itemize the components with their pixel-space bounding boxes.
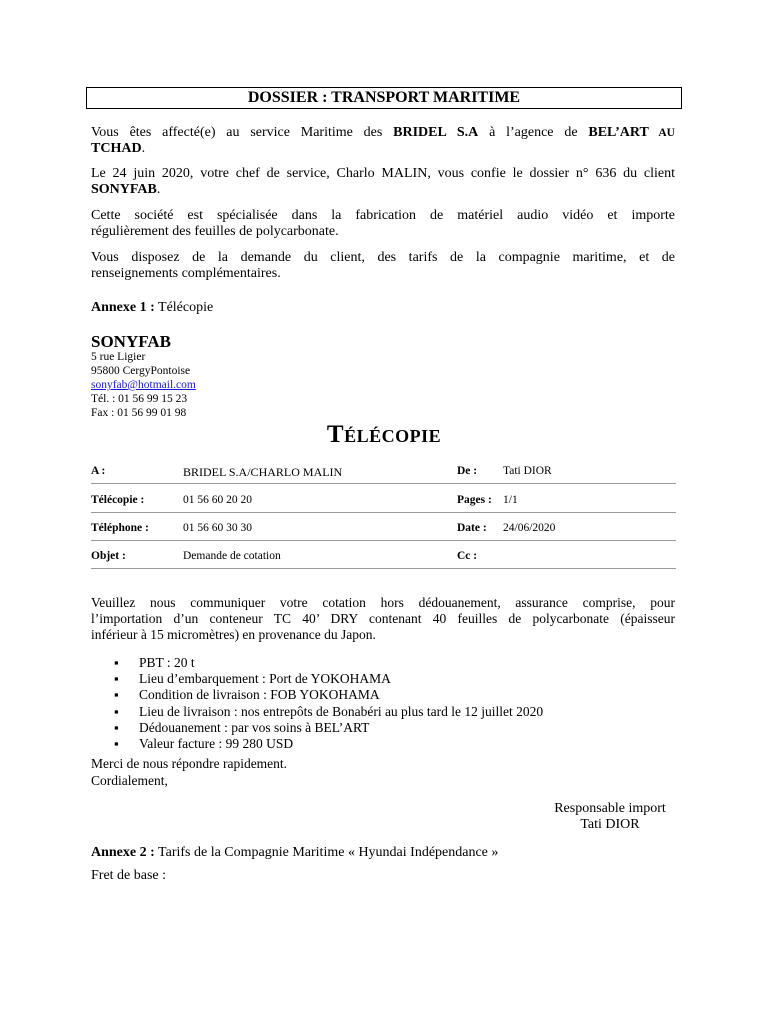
fax-to-value: BRIDEL S.A/CHARLO MALIN xyxy=(183,465,343,479)
fax-body-line-2: l’importation d’un conteneur TC 40’ DRY contenant 40 feuilles de polycarbonate (épaisseur xyxy=(91,611,675,626)
fax-title xyxy=(0,421,768,449)
annex-2-text: Tarifs de la Compagnie Maritime « Hyundai Indépendance » xyxy=(154,845,499,860)
intro-p1-line-1 xyxy=(91,125,675,141)
list-item: ▪ Lieu de livraison : nos entrepôts de Bonabéri au plus tard le 12 juillet 2020 xyxy=(114,704,543,720)
list-item: ▪ PBT : 20 t xyxy=(114,655,543,671)
intro-p3-line-1: Cette société est spécialisée dans la fabrication de matériel audio vidéo et importe xyxy=(91,208,675,223)
company-bridel: BRIDEL S.A xyxy=(393,125,479,140)
fax-pages-value: 1/1 xyxy=(503,494,518,506)
fax-date-value: 24/06/2020 xyxy=(503,522,556,534)
list-item: ▪ Condition de livraison : FOB YOKOHAMA xyxy=(114,687,543,703)
intro-p2-line-2 xyxy=(91,182,675,198)
intro-paragraph-2 xyxy=(91,166,675,198)
intro-p3-line-2: régulièrement des feuilles de polycarbonate. xyxy=(91,224,339,239)
fax-phone-label: Téléphone : xyxy=(91,522,149,534)
fax-header-row xyxy=(91,520,676,541)
closing-line-2: Cordialement, xyxy=(91,773,168,788)
country-tchad: TCHAD xyxy=(91,141,142,156)
list-item: ▪ Dédouanement : par vos soins à BEL’ART xyxy=(114,720,543,736)
fax-title-rest: ÉLÉCOPIE xyxy=(344,426,442,446)
sender-street: 5 rue Ligier xyxy=(91,351,146,363)
document-title: DOSSIER : TRANSPORT MARITIME xyxy=(86,87,682,109)
fret-de-base-label: Fret de base : xyxy=(91,868,167,883)
sender-fax: Fax : 01 56 99 01 98 xyxy=(91,407,187,419)
fax-date-label: Date : xyxy=(457,522,487,534)
intro-p1-line-2 xyxy=(91,141,675,157)
signature-block xyxy=(530,801,690,833)
annex-2-label: Annexe 2 : xyxy=(91,845,155,860)
fax-body-line-1: Veuillez nous communiquer votre cotation hors dédouanement, assurance comprise, pour xyxy=(91,595,675,610)
fax-body-line-3: inférieur à 15 micromètres) en provenance du Japon. xyxy=(91,627,376,642)
intro-p2-line-1: Le 24 juin 2020, votre chef de service, Charlo MALIN, vous confie le dossier n° 636 du client xyxy=(91,166,675,181)
p2-period: . xyxy=(156,182,161,197)
sender-address-block xyxy=(91,350,196,420)
sender-company-name: SONYFAB xyxy=(91,332,171,351)
list-item: ▪ Lieu d’embarquement : Port de YOKOHAMA xyxy=(114,671,543,687)
p1-text-au: AU xyxy=(648,127,675,139)
fax-title-initial: T xyxy=(326,421,345,448)
client-sonyfab: SONYFAB xyxy=(91,182,157,197)
sender-email-link[interactable]: sonyfab@hotmail.com xyxy=(91,379,196,391)
annex-1-label: Annexe 1 : xyxy=(91,300,155,315)
closing-line-1: Merci de nous répondre rapidement. xyxy=(91,756,288,771)
fax-from-label: De : xyxy=(457,465,478,477)
intro-paragraph-3 xyxy=(91,208,675,240)
fax-pages-label: Pages : xyxy=(457,494,492,506)
fax-phone-value: 01 56 60 30 30 xyxy=(183,522,252,534)
fax-to-label: A : xyxy=(91,465,106,477)
list-item: ▪ Valeur facture : 99 280 USD xyxy=(114,736,543,752)
fax-subject-value: Demande de cotation xyxy=(183,550,281,562)
intro-p4-line-2: renseignements complémentaires. xyxy=(91,266,281,281)
signature-name: Tati DIOR xyxy=(580,817,640,832)
intro-p4-line-1: Vous disposez de la demande du client, des tarifs de la compagnie maritime, et de xyxy=(91,250,675,265)
signature-role: Responsable import xyxy=(554,801,666,816)
fax-header-row xyxy=(91,463,676,484)
p1-period: . xyxy=(141,141,146,156)
fax-number-label: Télécopie : xyxy=(91,494,145,506)
fax-number-value: 01 56 60 20 20 xyxy=(183,494,252,506)
agency-belart: BEL’ART xyxy=(588,125,649,140)
shipment-details-list xyxy=(114,655,543,752)
p1-text-c: à l’agence de xyxy=(478,125,589,140)
sender-city: 95800 CergyPontoise xyxy=(91,365,191,377)
fax-cc-label: Cc : xyxy=(457,550,478,562)
intro-paragraph-4 xyxy=(91,250,675,282)
fax-header-row xyxy=(91,492,676,513)
p1-text-a: Vous êtes affecté(e) au service Maritime des xyxy=(91,125,394,140)
annex-1-heading xyxy=(91,300,675,316)
fax-header-row xyxy=(91,548,676,569)
sender-phone: Tél. : 01 56 99 15 23 xyxy=(91,393,188,405)
annex-1-text: Télécopie xyxy=(154,300,214,315)
intro-paragraph-1 xyxy=(91,125,675,157)
fax-subject-label: Objet : xyxy=(91,550,126,562)
annex-2-heading xyxy=(91,845,498,861)
fax-from-value: Tati DIOR xyxy=(503,465,552,477)
fax-body-paragraph xyxy=(91,595,675,643)
